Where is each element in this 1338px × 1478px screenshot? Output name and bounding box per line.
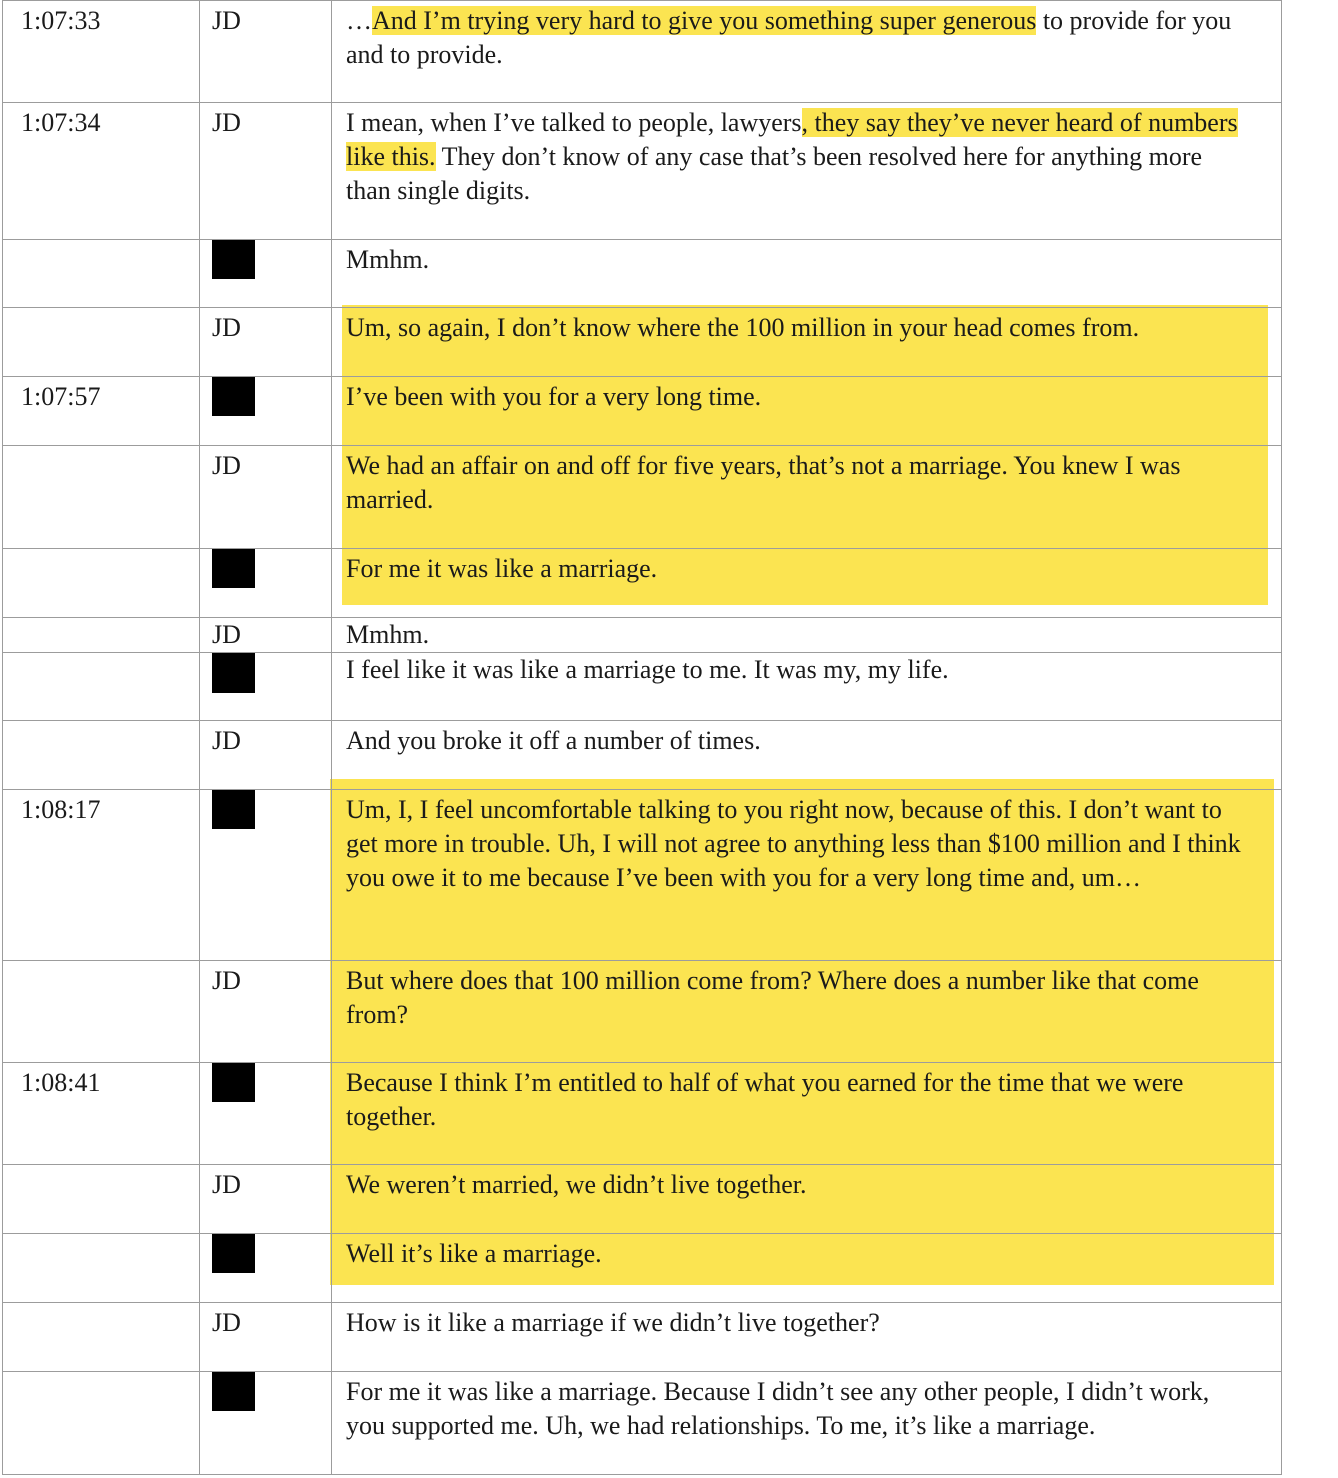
table-row	[3, 446, 1282, 549]
dialogue-cell: We had an affair on and off for five years, that’s not a marriage. You knew I was married.	[332, 446, 1282, 549]
dialogue-cell: I feel like it was like a marriage to me. It was my, my life.	[332, 653, 1282, 721]
timestamp-cell	[3, 240, 200, 308]
speaker-cell	[200, 1063, 332, 1165]
timestamp-cell	[3, 1165, 200, 1234]
speaker-cell	[200, 1234, 332, 1303]
speaker-cell: JD	[200, 721, 332, 790]
table-row	[3, 618, 1282, 653]
table-row	[3, 653, 1282, 721]
redaction-box	[212, 548, 255, 588]
table-row	[3, 1063, 1282, 1165]
table-row	[3, 308, 1282, 377]
speaker-cell	[200, 653, 332, 721]
timestamp-cell	[3, 308, 200, 377]
table-row	[3, 790, 1282, 961]
speaker-cell	[200, 240, 332, 308]
speaker-cell	[200, 549, 332, 618]
speaker-cell	[200, 1372, 332, 1475]
table-row	[3, 961, 1282, 1063]
table-row	[3, 1234, 1282, 1303]
timestamp-cell	[3, 961, 200, 1063]
table-row	[3, 377, 1282, 446]
table-row	[3, 240, 1282, 308]
speaker-cell: JD	[200, 961, 332, 1063]
redaction-box	[212, 1233, 255, 1273]
redaction-box	[212, 653, 255, 693]
redaction-box	[212, 376, 255, 416]
timestamp-cell: 1:07:57	[3, 377, 200, 446]
timestamp-cell: 1:08:17	[3, 790, 200, 961]
dialogue-cell: For me it was like a marriage.	[332, 549, 1282, 618]
timestamp-cell: 1:08:41	[3, 1063, 200, 1165]
dialogue-cell: I mean, when I’ve talked to people, lawyers, they say they’ve never heard of numbers like this. They don’t know of any case that’s been resolved here for anything more than single digits.	[332, 103, 1282, 240]
redaction-box	[212, 1371, 255, 1411]
speaker-cell: JD	[200, 1303, 332, 1372]
transcript-table	[2, 0, 1282, 1475]
dialogue-cell: …And I’m trying very hard to give you something super generous to provide for you and to provide.	[332, 1, 1282, 103]
timestamp-cell	[3, 653, 200, 721]
timestamp-cell	[3, 1234, 200, 1303]
speaker-cell	[200, 790, 332, 961]
timestamp-cell	[3, 446, 200, 549]
speaker-cell: JD	[200, 103, 332, 240]
dialogue-cell: I’ve been with you for a very long time.	[332, 377, 1282, 446]
dialogue-cell: But where does that 100 million come from? Where does a number like that come from?	[332, 961, 1282, 1063]
dialogue-cell: Mmhm.	[332, 618, 1282, 653]
redaction-box	[212, 239, 255, 279]
redaction-box	[212, 1062, 255, 1102]
timestamp-cell: 1:07:33	[3, 1, 200, 103]
table-row	[3, 1303, 1282, 1372]
table-row	[3, 1372, 1282, 1475]
timestamp-cell	[3, 1372, 200, 1475]
speaker-cell: JD	[200, 308, 332, 377]
highlighted-text: And I’m trying very hard to give you something super generous	[372, 6, 1037, 35]
speaker-cell: JD	[200, 446, 332, 549]
table-row	[3, 549, 1282, 618]
dialogue-cell: Mmhm.	[332, 240, 1282, 308]
dialogue-cell: Well it’s like a marriage.	[332, 1234, 1282, 1303]
table-row	[3, 721, 1282, 790]
table-row	[3, 1, 1282, 103]
table-row	[3, 103, 1282, 240]
dialogue-cell: How is it like a marriage if we didn’t live together?	[332, 1303, 1282, 1372]
timestamp-cell	[3, 721, 200, 790]
dialogue-cell: We weren’t married, we didn’t live together.	[332, 1165, 1282, 1234]
speaker-cell: JD	[200, 1, 332, 103]
timestamp-cell	[3, 1303, 200, 1372]
dialogue-cell: Um, I, I feel uncomfortable talking to you right now, because of this. I don’t want to get more in trouble. Uh, I will not agree to anything less than $100 million and I think you owe it to me because I’ve been with you for a very long time and, um…	[332, 790, 1282, 961]
dialogue-cell: For me it was like a marriage. Because I didn’t see any other people, I didn’t work, you supported me. Uh, we had relationships. To me, it’s like a marriage.	[332, 1372, 1282, 1475]
dialogue-cell: Because I think I’m entitled to half of what you earned for the time that we were together.	[332, 1063, 1282, 1165]
speaker-cell	[200, 377, 332, 446]
dialogue-cell: And you broke it off a number of times.	[332, 721, 1282, 790]
timestamp-cell	[3, 549, 200, 618]
timestamp-cell: 1:07:34	[3, 103, 200, 240]
timestamp-cell	[3, 618, 200, 653]
redaction-box	[212, 789, 255, 829]
table-row	[3, 1165, 1282, 1234]
highlighted-text: , they say they’ve never heard of numbers like this.	[346, 108, 1238, 171]
speaker-cell: JD	[200, 618, 332, 653]
speaker-cell: JD	[200, 1165, 332, 1234]
dialogue-cell: Um, so again, I don’t know where the 100 million in your head comes from.	[332, 308, 1282, 377]
